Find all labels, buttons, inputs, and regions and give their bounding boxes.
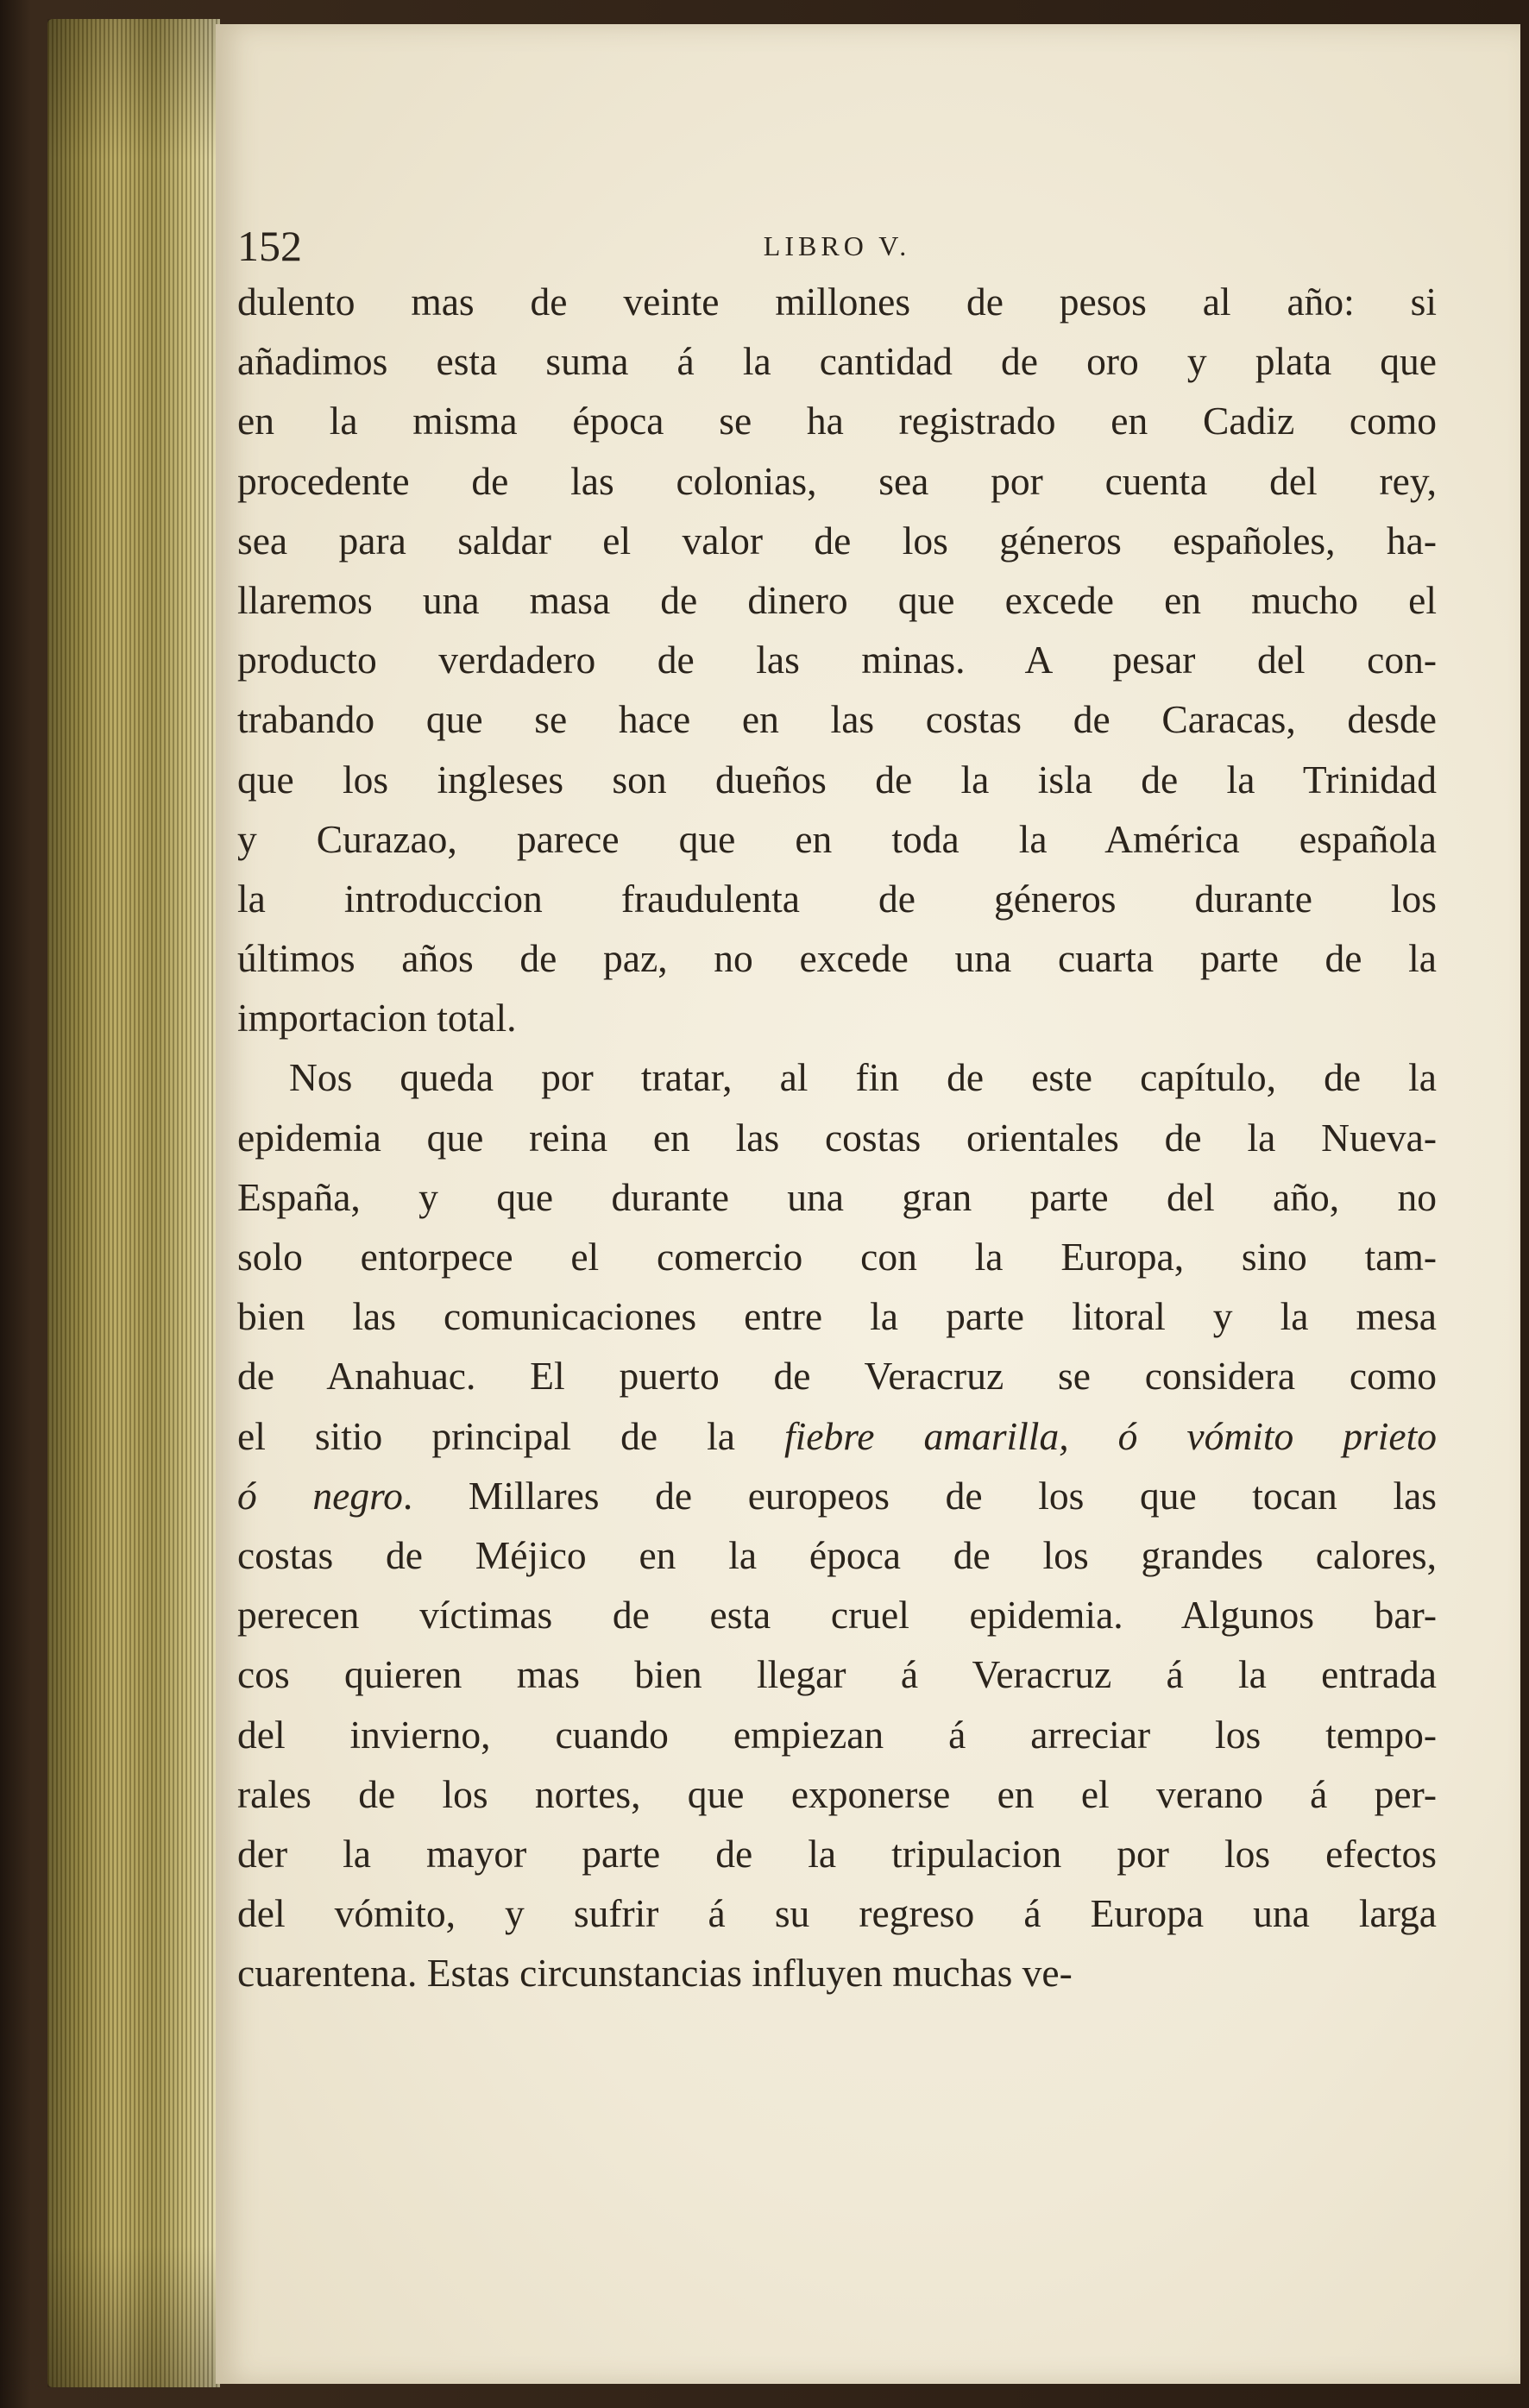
text-line (237, 689, 1437, 749)
running-head (237, 211, 1437, 272)
text-line (237, 1047, 1437, 1107)
page-content (237, 211, 1437, 2002)
text-segment: añadimos esta suma á la cantidad de oro y plata que (237, 339, 1437, 384)
text-segment: España, y que durante una gran parte del año, no (237, 1174, 1437, 1219)
text-segment: sea para saldar el valor de los géneros españoles, ha- (237, 518, 1437, 563)
text-line (237, 809, 1437, 869)
text-line (237, 1883, 1437, 1943)
text-line (237, 1406, 1437, 1466)
text-segment: en la misma época se ha registrado en Cadiz como (237, 399, 1437, 443)
text-line (237, 1346, 1437, 1405)
text-segment: rales de los nortes, que exponerse en el verano á per- (237, 1771, 1437, 1816)
text-line (237, 391, 1437, 450)
text-line (237, 1585, 1437, 1644)
text-segment: del invierno, cuando empiezan á arreciar los tempo- (237, 1712, 1437, 1757)
text-segment: últimos años de paz, no excede una cuarta parte de la (237, 936, 1437, 981)
text-segment: Nos queda por tratar, al fin de este capítulo, de la (289, 1055, 1437, 1100)
text-line (237, 1943, 1437, 2002)
text-segment: el sitio principal de la (237, 1413, 784, 1458)
text-line (237, 1108, 1437, 1167)
text-segment: llaremos una masa de dinero que excede en mucho el (237, 577, 1437, 622)
text-line (237, 1286, 1437, 1346)
text-line (237, 570, 1437, 630)
section-title: LIBRO V. (763, 230, 911, 261)
text-segment: y Curazao, parece que en toda la América española (237, 816, 1437, 861)
text-line (237, 272, 1437, 331)
text-segment: del vómito, y sufrir á su regreso á Europa una larga (237, 1891, 1437, 1936)
text-segment: cos quieren mas bien llegar á Veracruz á la entrada (237, 1652, 1437, 1697)
text-segment: importacion total. (237, 996, 517, 1041)
text-segment: trabando que se hace en las costas de Caracas, desde (237, 697, 1437, 742)
text-line (237, 1824, 1437, 1883)
text-line (237, 1466, 1437, 1525)
text-line (237, 630, 1437, 689)
text-segment: bien las comunicaciones entre la parte litoral y la mesa (237, 1294, 1437, 1339)
text-segment: dulento mas de veinte millones de pesos al año: si (237, 280, 1437, 324)
text-segment: epidemia que reina en las costas orientales de la Nueva- (237, 1115, 1437, 1160)
text-segment: procedente de las colonias, sea por cuenta del rey, (237, 458, 1437, 503)
text-segment: der la mayor parte de la tripulacion por los efectos (237, 1831, 1437, 1876)
text-line (237, 1705, 1437, 1764)
gilt-page-edges (47, 19, 220, 2387)
text-segment: . Millares de europeos de los que tocan las (402, 1473, 1437, 1518)
page-number: 152 (237, 222, 302, 270)
text-segment: la introduccion fraudulenta de géneros durante los (237, 876, 1437, 921)
text-line (237, 451, 1437, 511)
text-line (237, 1644, 1437, 1704)
text-segment: de Anahuac. El puerto de Veracruz se considera como (237, 1354, 1437, 1399)
italic-text: ó negro (237, 1473, 403, 1518)
text-line (237, 1525, 1437, 1585)
text-segment: solo entorpece el comercio con la Europa, sino tam- (237, 1235, 1437, 1279)
text-line (237, 988, 1437, 1047)
text-line (237, 928, 1437, 988)
text-line (237, 1227, 1437, 1286)
text-segment: que los ingleses son dueños de la isla de la Trinidad (237, 757, 1437, 802)
text-line (237, 869, 1437, 928)
body-text (237, 272, 1437, 2002)
text-line (237, 331, 1437, 391)
text-line (237, 1764, 1437, 1824)
text-segment: producto verdadero de las minas. A pesar del con- (237, 638, 1437, 682)
italic-text: fiebre amarilla, ó vómito prieto (783, 1413, 1437, 1458)
text-segment: perecen víctimas de esta cruel epidemia. Algunos bar- (237, 1593, 1437, 1638)
text-segment: cuarentena. Estas circunstancias influyen muchas ve- (237, 1951, 1073, 1996)
text-line (237, 1167, 1437, 1227)
text-segment: costas de Méjico en la época de los grandes calores, (237, 1532, 1437, 1577)
text-line (237, 750, 1437, 809)
text-line (237, 511, 1437, 570)
